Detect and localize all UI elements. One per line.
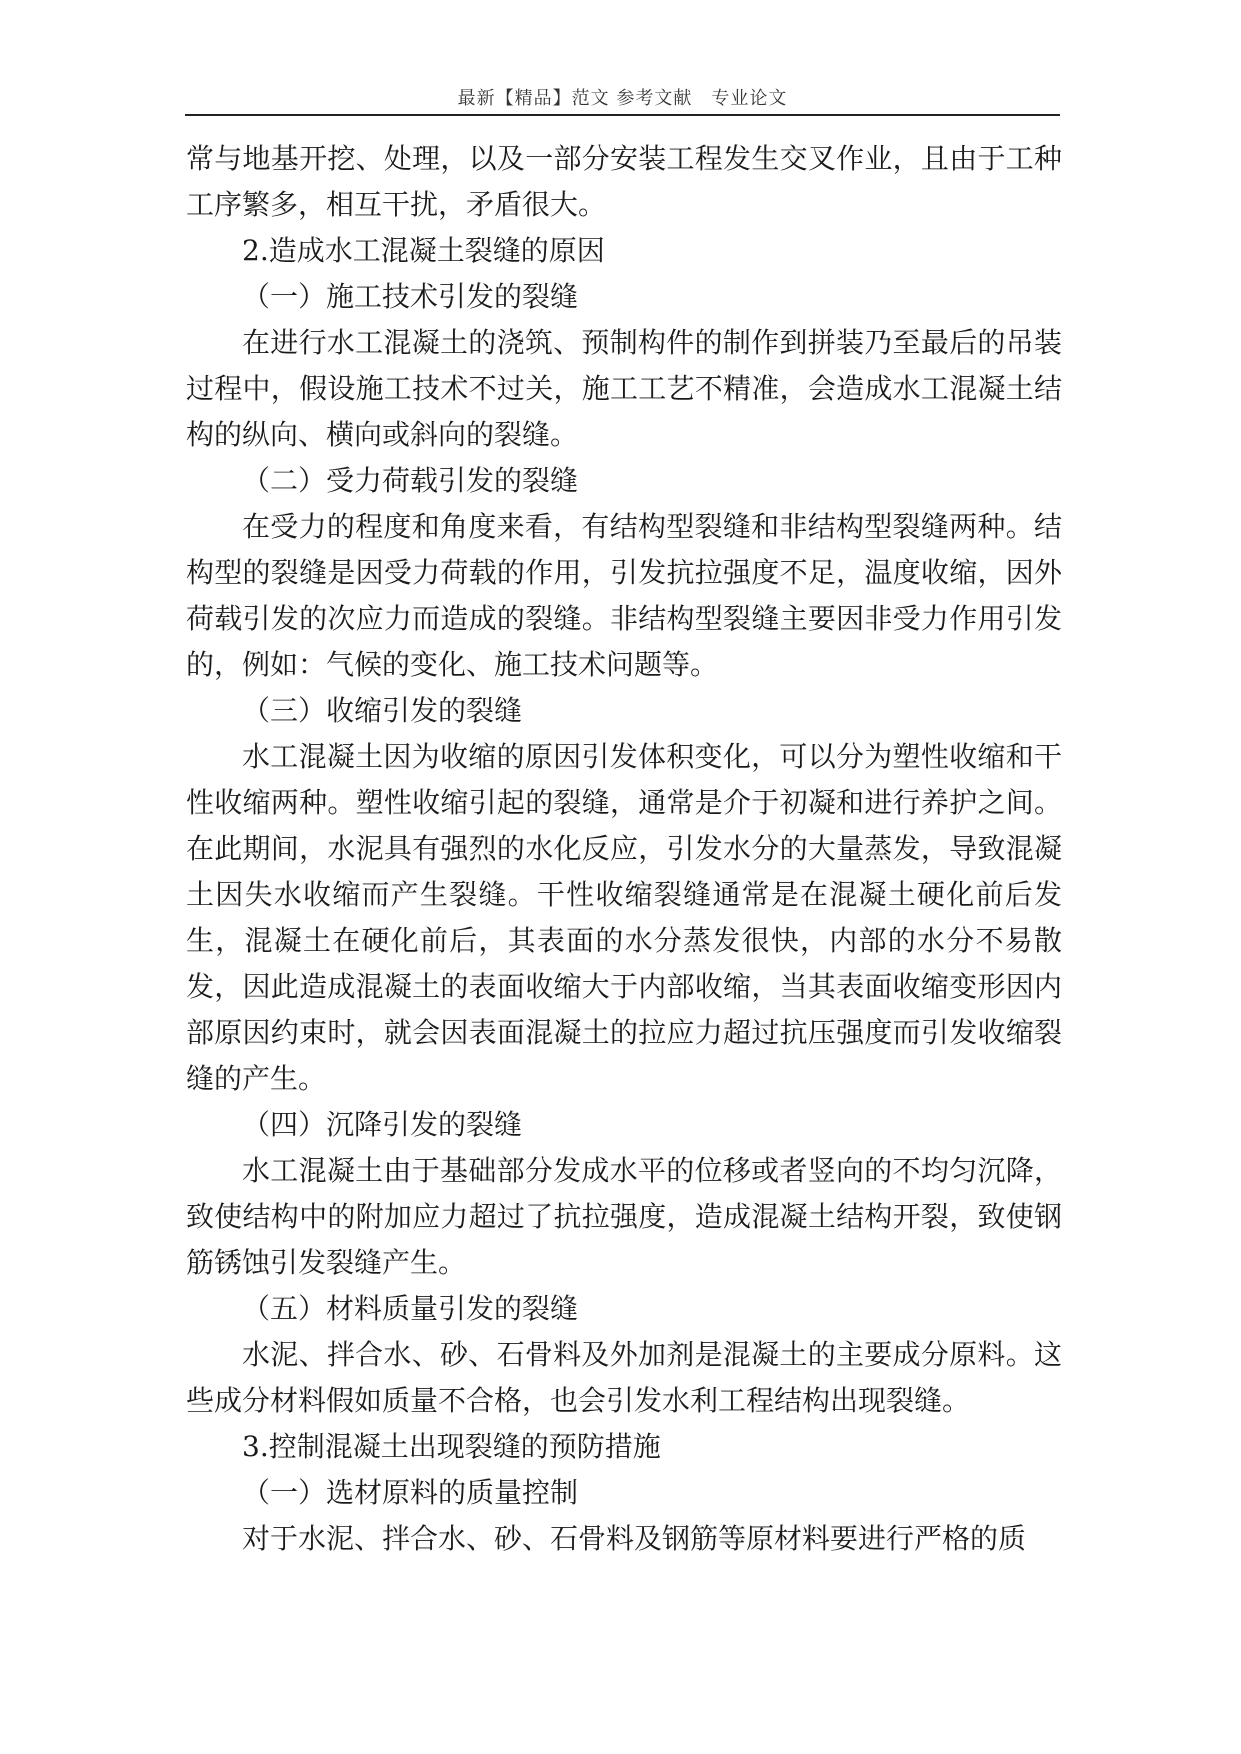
- paragraph: 在受力的程度和角度来看，有结构型裂缝和非结构型裂缝两种。结构型的裂缝是因受力荷载的作用，引发抗拉强度不足，温度收缩，因外荷载引发的次应力而造成的裂缝。非结构型裂缝主要因非受力作用引发的，例如：气候的变化、施工技术问题等。: [186, 510, 1062, 681]
- subsection-heading: （一）选材原料的质量控制: [242, 1476, 579, 1509]
- section-heading: 3.控制混凝土出现裂缝的预防措施: [242, 1430, 661, 1463]
- paragraph: 水工混凝土由于基础部分发成水平的位移或者竖向的不均匀沉降，致使结构中的附加应力超过了抗拉强度，造成混凝土结构开裂，致使钢筋锈蚀引发裂缝产生。: [186, 1154, 1062, 1279]
- subsection-heading: （二）受力荷载引发的裂缝: [242, 464, 579, 497]
- subsection-heading: （一）施工技术引发的裂缝: [242, 280, 579, 313]
- subsection-heading: （四）沉降引发的裂缝: [242, 1108, 523, 1141]
- section-heading: 2.造成水工混凝土裂缝的原因: [242, 234, 605, 267]
- body-text: [186, 136, 1062, 1562]
- subsection-heading: （五）材料质量引发的裂缝: [242, 1292, 579, 1325]
- subsection-heading: （三）收缩引发的裂缝: [242, 694, 523, 727]
- page-header: 最新【精品】范文 参考文献 专业论文: [457, 88, 788, 109]
- paragraph: 水工混凝土因为收缩的原因引发体积变化，可以分为塑性收缩和干性收缩两种。塑性收缩引起的裂缝，通常是介于初凝和进行养护之间。在此期间，水泥具有强烈的水化反应，引发水分的大量蒸发，导致混凝土因失水收缩而产生裂缝。干性收缩裂缝通常是在混凝土硬化前后发生，混凝土在硬化前后，其表面的水分蒸发很快，内部的水分不易散发，因此造成混凝土的表面收缩大于内部收缩，当其表面收缩变形因内部原因约束时，就会因表面混凝土的拉应力超过抗压强度而引发收缩裂缝的产生。: [186, 740, 1062, 1095]
- paragraph: 水泥、拌合水、砂、石骨料及外加剂是混凝土的主要成分原料。这些成分材料假如质量不合格，也会引发水利工程结构出现裂缝。: [186, 1338, 1062, 1417]
- header-rule: [185, 114, 1060, 116]
- paragraph: 在进行水工混凝土的浇筑、预制构件的制作到拼装乃至最后的吊装过程中，假设施工技术不过关，施工工艺不精准，会造成水工混凝土结构的纵向、横向或斜向的裂缝。: [186, 326, 1062, 451]
- paragraph: 常与地基开挖、处理，以及一部分安装工程发生交叉作业，且由于工种工序繁多，相互干扰，矛盾很大。: [186, 142, 1062, 221]
- paragraph: 对于水泥、拌合水、砂、石骨料及钢筋等原材料要进行严格的质: [242, 1522, 1027, 1555]
